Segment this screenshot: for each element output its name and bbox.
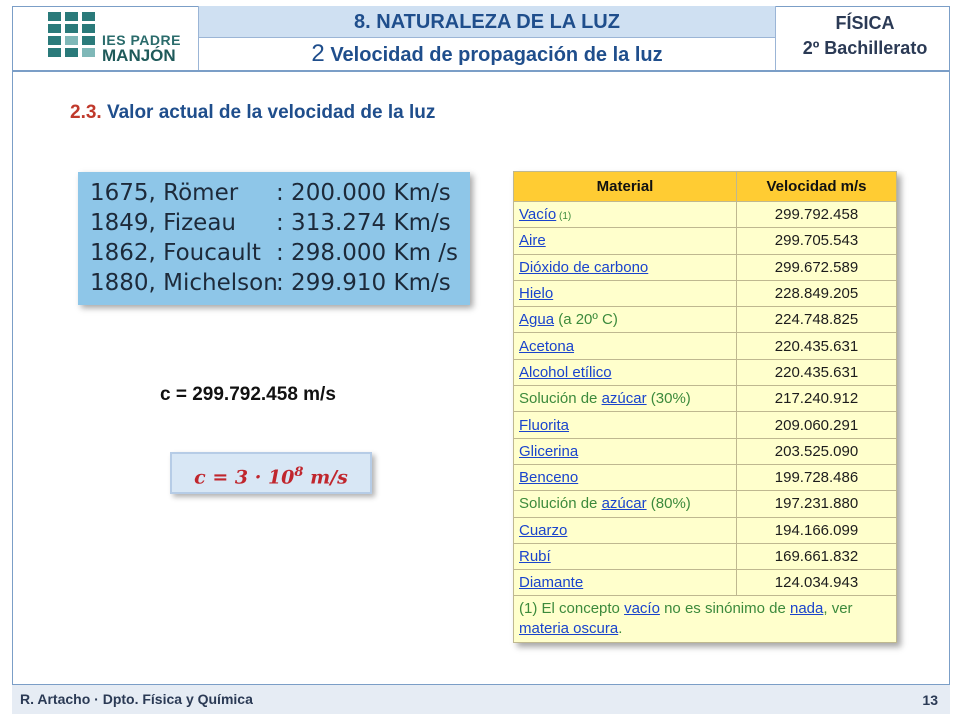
formula-rhs: m/s (303, 466, 348, 489)
formula-box (170, 452, 372, 494)
material-cell (514, 333, 737, 359)
material-link[interactable]: Rubí (519, 548, 551, 565)
title-box (198, 6, 776, 70)
material-cell (514, 228, 737, 254)
material-cell (514, 202, 737, 228)
material-link[interactable]: Diamante (519, 574, 584, 592)
table-row (514, 307, 897, 333)
history-value: : 298.000 Km /s (276, 240, 459, 266)
section-number: 2.3. (70, 102, 102, 123)
history-value: : 200.000 Km/s (276, 180, 451, 206)
subject-name: FÍSICA (835, 13, 895, 33)
material-cell (514, 307, 737, 333)
history-who: 1862, Foucault (90, 240, 261, 266)
material-link[interactable]: Acetona (519, 337, 575, 355)
material-prefix: Solución de (519, 495, 602, 513)
table-header-row (514, 172, 897, 202)
logo-line2: MANJÓN (102, 46, 176, 65)
course-name: 2º Bachillerato (802, 38, 928, 58)
logo-grid-icon (48, 12, 96, 68)
table-row (514, 543, 897, 569)
footnote-text: (1) El concepto (519, 600, 625, 618)
material-link[interactable]: Agua (519, 311, 555, 329)
material-link[interactable]: Benceno (519, 469, 579, 487)
table-row (514, 491, 897, 517)
link-materia-oscura[interactable]: materia oscura (519, 620, 619, 638)
material-cell (514, 517, 737, 543)
materials-table (513, 171, 897, 643)
speed-cell: 203.525.090 (737, 438, 897, 464)
history-row (90, 268, 470, 298)
material-link[interactable]: Aire (519, 232, 546, 250)
school-logo (48, 12, 188, 68)
section-text: Valor actual de la velocidad de la luz (106, 102, 436, 123)
material-note: (1) (556, 211, 572, 223)
material-cell (514, 280, 737, 306)
history-row (90, 208, 470, 238)
subtitle-number: 2 (311, 40, 325, 67)
page-number: 13 (922, 692, 938, 708)
speed-cell: 299.792.458 (737, 202, 897, 228)
table-row (514, 517, 897, 543)
material-link[interactable]: Vacío (519, 206, 557, 224)
speed-cell: 224.748.825 (737, 307, 897, 333)
speed-cell: 199.728.486 (737, 464, 897, 490)
speed-cell: 217.240.912 (737, 386, 897, 412)
section-title (70, 102, 435, 124)
table-row (514, 254, 897, 280)
material-link[interactable]: Hielo (519, 285, 554, 303)
header-divider (12, 70, 950, 72)
material-link[interactable]: Dióxido de carbono (519, 258, 649, 276)
material-cell (514, 359, 737, 385)
material-cell (514, 543, 737, 569)
table-row (514, 280, 897, 306)
material-link[interactable]: Cuarzo (519, 521, 568, 539)
history-value: : 299.910 Km/s (276, 270, 451, 296)
link-nada[interactable]: nada (790, 600, 824, 618)
speed-cell: 220.435.631 (737, 359, 897, 385)
footnote (514, 596, 897, 643)
material-link[interactable]: azúcar (601, 390, 647, 408)
history-who: 1880, Michelson (90, 270, 278, 296)
material-suffix: (80%) (646, 495, 691, 513)
formula-exponent: 8 (294, 465, 304, 480)
footnote-row (514, 596, 897, 643)
history-who: 1675, Römer (90, 180, 239, 206)
table-row (514, 333, 897, 359)
material-cell (514, 254, 737, 280)
speed-cell: 299.705.543 (737, 228, 897, 254)
material-link[interactable]: Glicerina (519, 442, 579, 460)
speed-of-light-value: c = 299.792.458 m/s (160, 384, 336, 405)
history-box (78, 172, 470, 305)
material-cell (514, 412, 737, 438)
speed-cell: 299.672.589 (737, 254, 897, 280)
material-cell (514, 570, 737, 596)
speed-cell: 124.034.943 (737, 570, 897, 596)
speed-cell: 228.849.205 (737, 280, 897, 306)
table-row (514, 359, 897, 385)
speed-cell: 209.060.291 (737, 412, 897, 438)
table-row (514, 412, 897, 438)
history-row (90, 238, 470, 268)
footnote-text: . (618, 620, 623, 638)
column-header-material: Material (514, 172, 737, 202)
table-row (514, 570, 897, 596)
material-suffix: (30%) (646, 390, 691, 408)
history-value: : 313.274 Km/s (276, 210, 451, 236)
subtitle (199, 38, 775, 70)
table-row (514, 438, 897, 464)
logo-line1: IES PADRE (102, 32, 181, 48)
history-row (90, 178, 470, 208)
link-vacio[interactable]: vacío (624, 600, 660, 618)
speed-cell: 220.435.631 (737, 333, 897, 359)
material-suffix: (a 20º C) (554, 311, 618, 329)
chapter-title: 8. NATURALEZA DE LA LUZ (199, 6, 775, 38)
material-link[interactable]: azúcar (601, 495, 647, 513)
footer-author: R. Artacho · Dpto. Física y Química (20, 691, 253, 707)
subtitle-text: Velocidad de propagación de la luz (330, 44, 663, 66)
material-cell (514, 464, 737, 490)
table-row (514, 464, 897, 490)
material-cell (514, 386, 737, 412)
footnote-text: , ver (823, 600, 853, 618)
subject-badge (790, 10, 940, 66)
footer (12, 685, 950, 714)
material-prefix: Solución de (519, 390, 602, 408)
table-row (514, 228, 897, 254)
material-cell (514, 438, 737, 464)
footnote-text: no es sinónimo de (659, 600, 790, 618)
table-row (514, 202, 897, 228)
speed-cell: 197.231.880 (737, 491, 897, 517)
history-who: 1849, Fizeau (90, 210, 236, 236)
speed-cell: 169.661.832 (737, 543, 897, 569)
formula-lhs: c = 3 · 10 (194, 466, 295, 489)
column-header-speed: Velocidad m/s (737, 172, 897, 202)
speed-cell: 194.166.099 (737, 517, 897, 543)
material-cell (514, 491, 737, 517)
table-row (514, 386, 897, 412)
material-link[interactable]: Fluorita (519, 416, 570, 434)
material-link[interactable]: Alcohol etílico (519, 363, 612, 381)
